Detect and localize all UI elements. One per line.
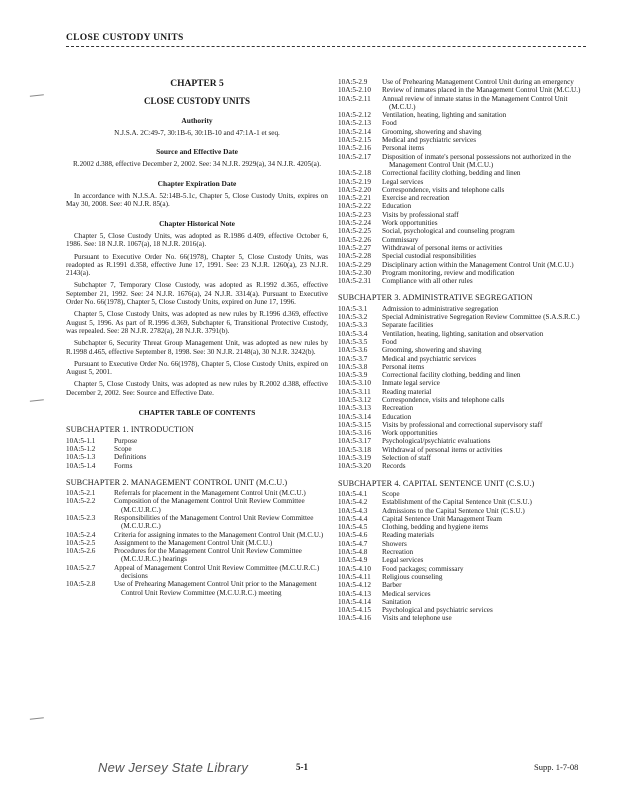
- section-title: Social, psychological and counseling program: [382, 227, 515, 236]
- toc-entry: [338, 202, 588, 210]
- toc-entry: [338, 211, 588, 219]
- section-title: Separate facilities: [382, 321, 434, 330]
- toc-entry: [66, 497, 328, 514]
- toc-entry: [338, 111, 588, 119]
- toc-entry: [338, 186, 588, 194]
- history-paragraph: Chapter 5, Close Custody Units, was adopted as new rules by R.2002 d.388, effective December 2, 2002. See: Source and Effective Date.: [66, 380, 328, 397]
- section-title: Assignment to the Management Control Unit (M.C.U.): [114, 538, 273, 547]
- section-title: Sanitation: [382, 597, 412, 606]
- subchapter-2-list-b: [338, 78, 588, 285]
- section-number: 10A:5-3.15: [338, 420, 371, 429]
- authority-heading: Authority: [181, 115, 213, 125]
- source-heading: Source and Effective Date: [156, 147, 238, 157]
- section-number: 10A:5-2.18: [338, 169, 371, 178]
- section-title: Grooming, showering and shaving: [382, 127, 482, 136]
- section-title: Composition of the Management Control Unit Review Committee (M.C.U.R.C.): [114, 497, 305, 514]
- section-number: 10A:5-2.31: [338, 277, 371, 286]
- section-number: 10A:5-2.9: [338, 78, 368, 86]
- section-title: Medical and psychiatric services: [382, 136, 476, 145]
- toc-entry: [66, 453, 328, 461]
- section-number: 10A:5-4.10: [338, 564, 371, 573]
- section-title: Recreation: [382, 404, 414, 413]
- subchapter-4-list: [338, 490, 588, 623]
- section-title: Review of inmates placed in the Management Control Unit (M.C.U.): [382, 86, 581, 95]
- section-number: 10A:5-4.5: [338, 523, 368, 532]
- section-number: 10A:5-4.1: [338, 489, 368, 498]
- section-title: Visits by professional and correctional supervisory staff: [382, 420, 543, 429]
- toc-entry: [66, 564, 328, 581]
- section-title: Use of Prehearing Management Control Unit during an emergency: [382, 78, 574, 86]
- section-number: 10A:5-2.11: [338, 94, 371, 103]
- history-paragraph: Subchapter 6, Security Threat Group Management Unit, was adopted as new rules by R.1998 d.465, effective September 8, 1998. See: 30 N.J.R. 2148(a), 30 N.J.R. 3242(b).: [66, 339, 328, 356]
- toc-entry: [338, 338, 588, 346]
- toc-entry: [338, 128, 588, 136]
- section-title: Religious counseling: [382, 572, 443, 581]
- section-number: 10A:5-1.3: [66, 453, 96, 462]
- toc-entry: [66, 437, 328, 445]
- section-number: 10A:5-3.4: [338, 329, 368, 338]
- subchapter-2-list-a: [66, 489, 328, 597]
- toc-entry: [338, 429, 588, 437]
- toc-entry: [338, 437, 588, 445]
- toc-entry: [338, 573, 588, 581]
- section-number: 10A:5-2.15: [338, 136, 371, 145]
- toc-entry: [338, 153, 588, 170]
- section-title: Personal items: [382, 144, 425, 153]
- section-title: Showers: [382, 539, 407, 548]
- toc-entry: [338, 313, 588, 321]
- section-title: Criteria for assigning inmates to the Management Control Unit (M.C.U.): [114, 530, 324, 539]
- toc-entry: [66, 539, 328, 547]
- toc-heading: CHAPTER TABLE OF CONTENTS: [138, 408, 256, 418]
- section-number: 10A:5-3.7: [338, 354, 368, 363]
- section-number: 10A:5-2.24: [338, 219, 371, 228]
- section-title: Purpose: [114, 436, 138, 445]
- toc-entry: [338, 462, 588, 470]
- section-title: Disposition of inmate's personal possessions not authorized in the Management Control Unit (M.C.U.): [382, 152, 571, 169]
- history-paragraph: Chapter 5, Close Custody Units, was adopted as R.1986 d.409, effective October 6, 1986. See: 18 N.J.R. 1067(a), 18 N.J.R. 2016(a).: [66, 231, 328, 249]
- section-title: Recreation: [382, 548, 414, 557]
- section-title: Barber: [382, 581, 402, 590]
- section-title: Visits by professional staff: [382, 210, 459, 219]
- section-number: 10A:5-3.11: [338, 387, 371, 396]
- toc-entry: [338, 136, 588, 144]
- toc-entry: [66, 514, 328, 531]
- section-title: Establishment of the Capital Sentence Unit (C.S.U.): [382, 498, 532, 507]
- history-paragraph: Pursuant to Executive Order No. 66(1978), Chapter 5, Close Custody Units, was readopted as R.1991 d.358, effective June 17, 1991. See: 23 N.J.R. 1260(a), 23 N.J.R. 2143(a).: [66, 252, 328, 278]
- section-number: 10A:5-2.16: [338, 144, 371, 153]
- section-title: Compliance with all other rules: [382, 277, 473, 286]
- section-number: 10A:5-2.27: [338, 243, 371, 252]
- toc-entry: [66, 462, 328, 470]
- margin-mark: [30, 94, 44, 99]
- section-title: Correctional facility clothing, bedding and linen: [382, 371, 521, 380]
- toc-entry: [338, 421, 588, 429]
- expiration-text: In accordance with N.J.S.A. 52:14B-5.1c, Chapter 5, Close Custody Units, expires on May 30, 2008. See: 40 N.J.R. 85(a).: [66, 192, 328, 209]
- section-number: 10A:5-4.11: [338, 572, 371, 581]
- toc-entry: [338, 194, 588, 202]
- toc-entry: [338, 404, 588, 412]
- toc-entry: [66, 531, 328, 539]
- section-title: Correspondence, visits and telephone calls: [382, 185, 505, 194]
- subchapter-1-title: SUBCHAPTER 1. INTRODUCTION: [66, 425, 194, 435]
- section-number: 10A:5-3.18: [338, 445, 371, 454]
- section-title: Withdrawal of personal items or activities: [382, 243, 503, 252]
- section-number: 10A:5-3.6: [338, 346, 368, 355]
- right-column: [338, 78, 588, 623]
- toc-entry: [338, 305, 588, 313]
- header-rule: [66, 46, 586, 47]
- section-title: Work opportunities: [382, 219, 438, 228]
- toc-entry: [338, 379, 588, 387]
- section-title: Legal services: [382, 177, 424, 186]
- toc-entry: [338, 330, 588, 338]
- section-number: 10A:5-3.2: [338, 313, 368, 322]
- history-paragraph: Subchapter 7, Temporary Close Custody, was adopted as R.1992 d.365, effective September 21, 1992. See: 24 N.J.R. 1676(a), 24 N.J.R. 3314(a). Pursuant to Executive Order No. 66(1978), Chapter 5, Close Custody Units, expired on June 17, 1996.: [66, 281, 328, 307]
- section-title: Grooming, showering and shaving: [382, 346, 482, 355]
- history-paragraph: Pursuant to Executive Order No. 66(1978), Chapter 5, Close Custody Units, expired on August 5, 2001.: [66, 359, 328, 377]
- section-number: 10A:5-4.3: [338, 506, 368, 515]
- section-number: 10A:5-2.3: [66, 513, 96, 522]
- section-number: 10A:5-2.12: [338, 111, 371, 120]
- toc-entry: [338, 388, 588, 396]
- section-number: 10A:5-1.1: [66, 436, 96, 445]
- section-title: Correspondence, visits and telephone calls: [382, 395, 505, 404]
- section-number: 10A:5-3.1: [338, 304, 368, 313]
- section-title: Scope: [114, 444, 132, 453]
- section-title: Personal items: [382, 362, 425, 371]
- toc-entry: [338, 219, 588, 227]
- section-number: 10A:5-2.26: [338, 235, 371, 244]
- toc-entry: [338, 169, 588, 177]
- toc-entry: [338, 86, 588, 94]
- section-title: Responsibilities of the Management Control Unit Review Committee (M.C.U.R.C.): [114, 513, 314, 531]
- chapter-number: CHAPTER 5: [170, 79, 224, 89]
- section-title: Commissary: [382, 235, 419, 244]
- margin-mark: [30, 399, 44, 404]
- section-number: 10A:5-1.2: [66, 444, 96, 453]
- toc-entry: [338, 227, 588, 235]
- section-title: Definitions: [114, 453, 147, 462]
- section-title: Medical services: [382, 589, 431, 598]
- toc-entry: [338, 277, 588, 285]
- section-number: 10A:5-2.21: [338, 194, 371, 203]
- toc-entry: [338, 321, 588, 329]
- section-number: 10A:5-3.14: [338, 412, 371, 421]
- section-number: 10A:5-2.2: [66, 497, 96, 506]
- section-title: Education: [382, 412, 412, 421]
- toc-entry: [338, 261, 588, 269]
- section-number: 10A:5-3.5: [338, 337, 368, 346]
- toc-entry: [338, 252, 588, 260]
- section-title: Annual review of inmate status in the Management Control Unit (M.C.U.): [382, 94, 568, 111]
- expiration-heading: Chapter Expiration Date: [157, 178, 237, 188]
- toc-entry: [338, 590, 588, 598]
- toc-entry: [338, 531, 588, 539]
- toc-entry: [66, 489, 328, 497]
- section-number: 10A:5-2.7: [66, 563, 96, 572]
- toc-entry: [338, 95, 588, 112]
- section-title: Special Administrative Segregation Review Committee (S.A.S.R.C.): [382, 313, 580, 322]
- section-title: Appeal of Management Control Unit Review Committee (M.C.U.R.C.) decisions: [114, 563, 320, 581]
- section-title: Referrals for placement in the Management Control Unit (M.C.U.): [114, 489, 306, 498]
- section-title: Psychological/psychiatric evaluations: [382, 437, 491, 446]
- history-paragraph: Chapter 5, Close Custody Units, was adopted as new rules by R.1996 d.369, effective August 5, 1996. As part of R.1996 d.369, Subchapter 6, Transitional Protective Custody, was repealed. See: 28 N.J.R. 2782(a), 28 N.J.R. 3791(b).: [66, 310, 328, 335]
- toc-entry: [338, 540, 588, 548]
- section-number: 10A:5-3.16: [338, 429, 371, 438]
- subchapter-3-title: SUBCHAPTER 3. ADMINISTRATIVE SEGREGATION: [338, 293, 533, 303]
- section-title: Legal services: [382, 556, 424, 565]
- section-number: 10A:5-1.4: [66, 461, 96, 470]
- section-title: Procedures for the Management Control Unit Review Committee (M.C.U.R.C.) hearings: [114, 547, 302, 564]
- section-number: 10A:5-2.1: [66, 489, 96, 498]
- toc-entry: [338, 446, 588, 454]
- section-number: 10A:5-3.20: [338, 462, 371, 471]
- toc-entry: [338, 507, 588, 515]
- subchapter-3-list: [338, 305, 588, 471]
- supplement-date: Supp. 1-7-08: [534, 762, 579, 772]
- section-title: Program monitoring, review and modification: [382, 268, 515, 277]
- history-heading: Chapter Historical Note: [159, 218, 235, 228]
- section-number: 10A:5-2.25: [338, 227, 371, 236]
- toc-entry: [338, 556, 588, 564]
- section-number: 10A:5-4.9: [338, 556, 368, 565]
- section-number: 10A:5-2.14: [338, 127, 371, 136]
- section-number: 10A:5-4.2: [338, 498, 368, 507]
- section-number: 10A:5-4.6: [338, 531, 368, 540]
- toc-entry: [338, 396, 588, 404]
- toc-entry: [66, 547, 328, 564]
- section-number: 10A:5-3.13: [338, 404, 371, 413]
- toc-entry: [338, 515, 588, 523]
- toc-entry: [338, 454, 588, 462]
- subchapter-4-title: SUBCHAPTER 4. CAPITAL SENTENCE UNIT (C.S.U.): [338, 478, 535, 488]
- section-title: Psychological and psychiatric services: [382, 606, 493, 615]
- toc-entry: [338, 244, 588, 252]
- toc-entry: [338, 144, 588, 152]
- section-number: 10A:5-4.12: [338, 581, 371, 590]
- toc-entry: [338, 523, 588, 531]
- section-number: 10A:5-2.8: [66, 580, 96, 589]
- margin-mark: [30, 717, 44, 722]
- section-number: 10A:5-2.17: [338, 152, 371, 161]
- toc-entry: [338, 346, 588, 354]
- section-number: 10A:5-4.8: [338, 548, 368, 557]
- section-title: Admission to administrative segregation: [382, 304, 499, 313]
- library-logo: New Jersey State Library: [98, 760, 249, 775]
- section-title: Inmate legal service: [382, 379, 440, 388]
- section-number: 10A:5-3.3: [338, 321, 368, 330]
- section-number: 10A:5-4.15: [338, 606, 371, 615]
- toc-entry: [338, 606, 588, 614]
- section-title: Visits and telephone use: [382, 614, 452, 623]
- section-title: Forms: [114, 461, 133, 470]
- section-title: Reading material: [382, 387, 432, 396]
- section-title: Work opportunities: [382, 429, 438, 438]
- section-number: 10A:5-2.6: [66, 547, 96, 556]
- toc-entry: [66, 445, 328, 453]
- toc-entry: [338, 548, 588, 556]
- section-number: 10A:5-4.4: [338, 514, 368, 523]
- authority-text: N.J.S.A. 2C:49-7, 30:1B-6, 30:1B-10 and 47:1A-1 et seq.: [114, 128, 280, 137]
- toc-entry: [338, 269, 588, 277]
- section-number: 10A:5-3.12: [338, 395, 371, 404]
- toc-entry: [338, 119, 588, 127]
- section-number: 10A:5-3.8: [338, 362, 368, 371]
- running-head: CLOSE CUSTODY UNITS: [66, 33, 184, 43]
- section-number: 10A:5-3.9: [338, 371, 368, 380]
- toc-entry: [338, 598, 588, 606]
- toc-entry: [338, 498, 588, 506]
- subchapter-1-list: [66, 437, 328, 470]
- section-number: 10A:5-2.10: [338, 86, 371, 95]
- toc-entry: [338, 413, 588, 421]
- section-number: 10A:5-3.10: [338, 379, 371, 388]
- toc-entry: [66, 580, 328, 597]
- toc-entry: [338, 363, 588, 371]
- source-text: R.2002 d.388, effective December 2, 2002. See: 34 N.J.R. 2929(a), 34 N.J.R. 4205(a).: [73, 160, 321, 169]
- section-number: 10A:5-4.16: [338, 614, 371, 623]
- toc-entry: [338, 490, 588, 498]
- toc-entry: [338, 581, 588, 589]
- section-title: Education: [382, 202, 412, 211]
- page-number: 5-1: [296, 762, 308, 772]
- section-number: 10A:5-2.29: [338, 260, 371, 269]
- section-title: Medical and psychiatric services: [382, 354, 476, 363]
- toc-entry: [338, 614, 588, 622]
- section-title: Withdrawal of personal items or activities: [382, 445, 503, 454]
- section-title: Selection of staff: [382, 454, 431, 463]
- toc-entry: [338, 565, 588, 573]
- toc-entry: [338, 178, 588, 186]
- section-title: Special custodial responsibilities: [382, 252, 477, 261]
- section-number: 10A:5-2.28: [338, 252, 371, 261]
- section-number: 10A:5-3.19: [338, 454, 371, 463]
- toc-entry: [338, 371, 588, 379]
- section-title: Correctional facility clothing, bedding and linen: [382, 169, 521, 178]
- chapter-title: CLOSE CUSTODY UNITS: [143, 96, 251, 107]
- section-title: Use of Prehearing Management Control Unit prior to the Management Control Unit Review Committee (M.C.U.R.C.) meeting: [114, 580, 317, 597]
- section-number: 10A:5-2.13: [338, 119, 371, 128]
- section-number: 10A:5-3.17: [338, 437, 371, 446]
- section-title: Clothing, bedding and hygiene items: [382, 523, 489, 532]
- section-number: 10A:5-4.7: [338, 539, 368, 548]
- section-number: 10A:5-2.19: [338, 177, 371, 186]
- toc-entry: [338, 355, 588, 363]
- section-title: Ventilation, heating, lighting, sanitation and observation: [382, 329, 544, 338]
- section-title: Scope: [382, 489, 400, 498]
- section-title: Capital Sentence Unit Management Team: [382, 514, 502, 523]
- section-number: 10A:5-4.14: [338, 597, 371, 606]
- section-title: Food: [382, 119, 397, 128]
- section-number: 10A:5-2.23: [338, 210, 371, 219]
- section-number: 10A:5-2.5: [66, 538, 96, 547]
- section-title: Exercise and recreation: [382, 194, 450, 203]
- section-title: Ventilation, heating, lighting and sanitation: [382, 111, 507, 120]
- section-title: Food packages; commissary: [382, 564, 464, 573]
- section-number: 10A:5-4.13: [338, 589, 371, 598]
- subchapter-2-title: SUBCHAPTER 2. MANAGEMENT CONTROL UNIT (M.C.U.): [66, 477, 288, 487]
- section-title: Reading materials: [382, 531, 435, 540]
- section-number: 10A:5-2.4: [66, 530, 96, 539]
- section-title: Admissions to the Capital Sentence Unit (C.S.U.): [382, 506, 525, 515]
- toc-entry: [338, 236, 588, 244]
- section-title: Disciplinary action within the Management Control Unit (M.C.U.): [382, 260, 574, 269]
- section-title: Food: [382, 337, 397, 346]
- section-number: 10A:5-2.22: [338, 202, 371, 211]
- section-number: 10A:5-2.30: [338, 268, 371, 277]
- left-column: [66, 76, 328, 597]
- toc-entry: [338, 78, 588, 86]
- section-number: 10A:5-2.20: [338, 185, 371, 194]
- section-title: Records: [382, 462, 406, 471]
